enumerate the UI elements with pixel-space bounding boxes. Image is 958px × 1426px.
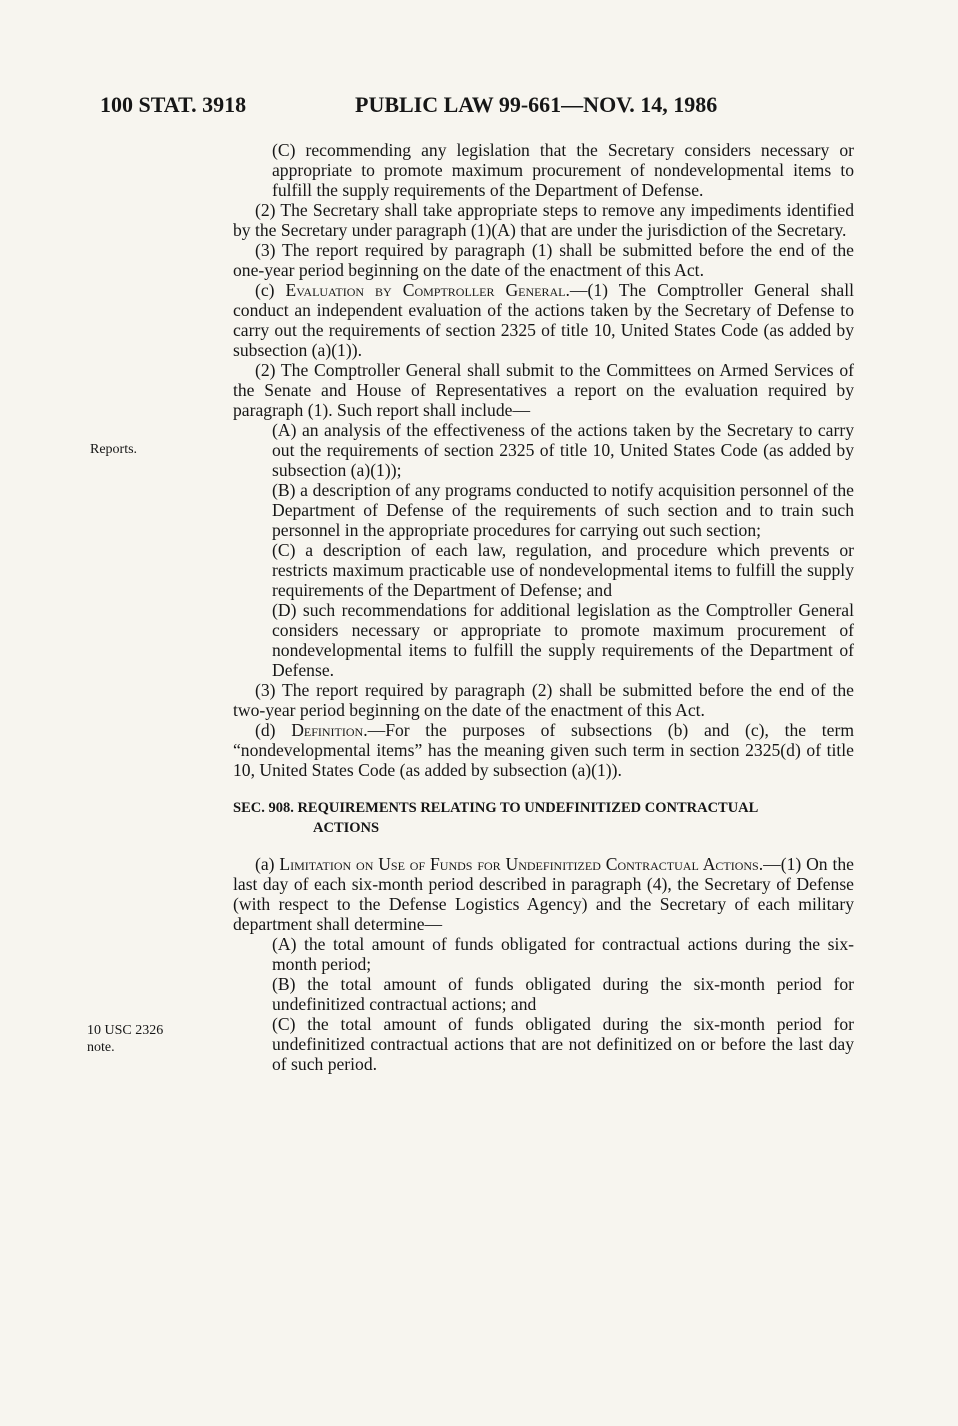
paragraph: (A) the total amount of funds obligated for contractual actions during the six-month period; (272, 934, 854, 974)
subsection-heading: Definition (291, 720, 364, 740)
subsection-heading: Evaluation by Comptroller General (285, 280, 566, 300)
paragraph: (A) an analysis of the effectiveness of the actions taken by the Secretary to carry out the requirements of section 2325 of title 10, United States Code (as added by subsection (a)(1)); (272, 420, 854, 480)
subsection-lead: (a) (255, 854, 280, 874)
paragraph: (2) The Secretary shall take appropriate steps to remove any impediments identified by the Secretary under paragraph (1)(A) that are under the jurisdiction of the Secretary. (233, 200, 854, 240)
section-heading-line: SEC. 908. REQUIREMENTS RELATING TO UNDEFINITIZED CONTRACTUAL (233, 800, 759, 816)
statute-body (233, 140, 854, 1074)
subsection-c (233, 280, 854, 360)
public-law-title: PUBLIC LAW 99-661—NOV. 14, 1986 (355, 92, 718, 117)
margin-note-usc-citation (87, 1022, 163, 1056)
margin-note-usc-line: note. (87, 1040, 115, 1055)
subsection-text: .—For the purposes of subsections (b) and (c), the term “nondevelopmental items” has the meaning given such term in section 2325(d) of title 10, United States Code (as added by subsection (a)(1)). (233, 720, 854, 780)
margin-note-reports: Reports. (90, 442, 138, 457)
paragraph: (2) The Comptroller General shall submit to the Committees on Armed Services of the Senate and House of Representatives a report on the evaluation required by paragraph (1). Such report shall include— (233, 360, 854, 420)
paragraph: (C) a description of each law, regulation, and procedure which prevents or restricts maximum practicable use of nondevelopmental items to fulfill the supply requirements of the Department of Defense; and (272, 540, 854, 600)
margin-note-usc-line: 10 USC 2326 (87, 1023, 164, 1038)
subsection-text: .—(1) On the last day of each six-month period described in paragraph (4), the Secretary of Defense (with respect to the Defense Logistics Agency) and the Secretary of each military department shall determine— (233, 854, 854, 934)
paragraph: (3) The report required by paragraph (1) shall be submitted before the end of the one-year period beginning on the date of the enactment of this Act. (233, 240, 854, 280)
subsection-heading: Limitation on Use of Funds for Undefinitized Contractual Actions (279, 854, 759, 874)
section-heading (233, 798, 854, 838)
subsection-text: .—(1) The Comptroller General shall conduct an independent evaluation of the actions taken by the Secretary of Defense to carry out the requirements of section 2325 of title 10, United States Code (as added by subsection (a)(1)). (233, 280, 854, 360)
paragraph: (D) such recommendations for additional legislation as the Comptroller General considers necessary or appropriate to promote maximum procurement of nondevelopmental items to fulfill the supply requirements of the Department of Defense. (272, 600, 854, 680)
paragraph: (C) recommending any legislation that the Secretary considers necessary or appropriate to promote maximum procurement of nondevelopmental items to fulfill the supply requirements of the Department of Defense. (272, 140, 854, 200)
statute-page-number: 100 STAT. 3918 (100, 92, 247, 117)
subsection-lead: (c) (255, 280, 286, 300)
paragraph: (B) the total amount of funds obligated during the six-month period for undefinitized contractual actions; and (272, 974, 854, 1014)
subsection-a (233, 854, 854, 934)
subsection-d (233, 720, 854, 780)
section-heading-line: ACTIONS (313, 820, 380, 836)
subsection-lead: (d) (255, 720, 292, 740)
page-header (100, 92, 820, 122)
paragraph: (B) a description of any programs conducted to notify acquisition personnel of the Department of Defense of the requirements of such section and to train such personnel in the appropriate procedures for carrying out such section; (272, 480, 854, 540)
paragraph: (3) The report required by paragraph (2) shall be submitted before the end of the two-year period beginning on the date of the enactment of this Act. (233, 680, 854, 720)
paragraph: (C) the total amount of funds obligated during the six-month period for undefinitized contractual actions that are not definitized on or before the last day of such period. (272, 1014, 854, 1074)
